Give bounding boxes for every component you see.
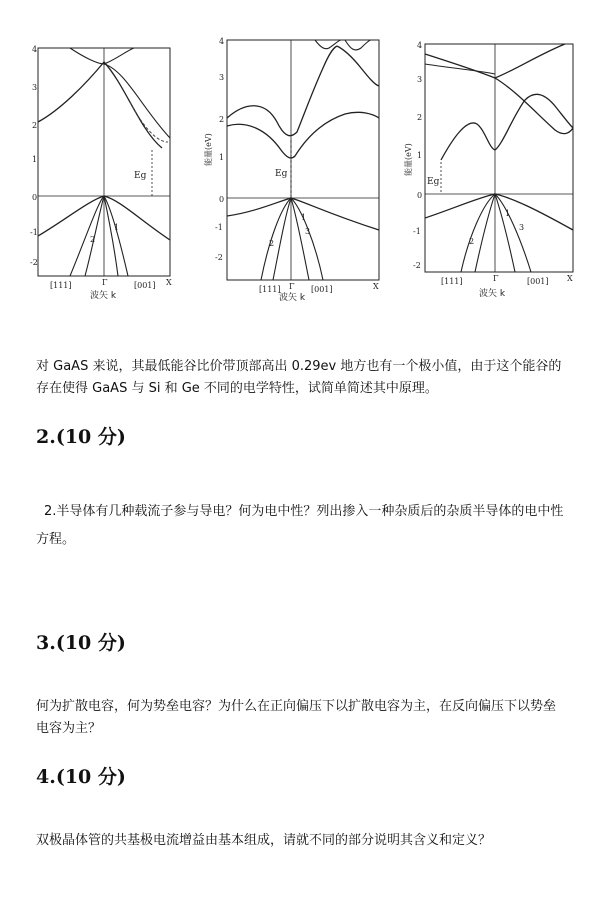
tick-0: 0 — [219, 195, 225, 204]
question-3-text: 何为扩散电容，何为势垒电容？为什么在正向偏压下以扩散电容为主，在反向偏压下以势垒电容为主？ — [36, 699, 557, 736]
axis-caption: 波矢 k — [479, 289, 506, 299]
eg-label: Eg — [275, 169, 288, 179]
axis-right-label: [001] — [527, 277, 549, 286]
eg-label: Eg — [134, 171, 147, 181]
tick-0: 0 — [417, 191, 423, 200]
axis-left-label: [111] — [441, 277, 463, 286]
tick-4: 4 — [219, 37, 225, 46]
conduction-band-curve — [227, 46, 337, 136]
band-diagram-si — [205, 30, 385, 302]
axis-left-label: [111] — [259, 285, 281, 294]
tick-0: 0 — [32, 193, 38, 202]
curve-label-3: 3 — [305, 227, 311, 236]
tick-3: 3 — [32, 83, 38, 92]
tick-2: 2 — [219, 115, 225, 124]
y-axis-label: 能量(eV) — [204, 133, 213, 166]
axis-end-label: X — [373, 282, 379, 291]
axis-right-label: [001] — [311, 285, 333, 294]
axis-left-label: [111] — [50, 281, 72, 290]
eg-label: Eg — [427, 177, 440, 187]
tick-2: 2 — [417, 113, 423, 122]
curve-label-1: 1 — [301, 213, 307, 222]
band-diagram-gaas — [405, 30, 580, 298]
tick-m2: -2 — [30, 258, 38, 267]
y-axis-label: 能量(eV) — [404, 143, 413, 176]
tick-4: 4 — [32, 45, 38, 54]
axis-end-label: X — [567, 274, 573, 283]
curve-label-1: 1 — [114, 223, 120, 232]
tick-3: 3 — [219, 73, 225, 82]
tick-2: 2 — [32, 121, 38, 130]
tick-3: 3 — [417, 75, 423, 84]
tick-m1: -1 — [30, 228, 38, 237]
axis-caption: 波矢 k — [279, 293, 306, 303]
question-2-heading: 2.(10 分) — [36, 426, 126, 448]
tick-m2: -2 — [413, 261, 421, 270]
question-4-heading: 4.(10 分) — [36, 766, 126, 788]
band-diagram-ge — [30, 30, 180, 300]
question-2-text: 2.半导体有几种载流子参与导电？何为电中性？列出掺入一种杂质后的杂质半导体的电中性方程。 — [36, 504, 564, 547]
curve-label-2: 2 — [269, 239, 275, 248]
curve-label-1: 1 — [505, 209, 511, 218]
axis-end-label: X — [166, 278, 172, 287]
question-1-text: 对 GaAS 来说，其最低能谷比价带顶部高出 0.29ev 地方也有一个极小值，由于这个能谷的存在使得 GaAS 与 Si 和 Ge 不同的电学特性，试简单简述其中原理。 — [36, 359, 562, 396]
curve-label-2: 2 — [90, 235, 96, 244]
tick-m2: -2 — [215, 253, 223, 262]
axis-center-label: Γ — [102, 278, 108, 287]
tick-1: 1 — [417, 151, 423, 160]
tick-1: 1 — [219, 153, 225, 162]
tick-1: 1 — [32, 155, 38, 164]
axis-center-label: Γ — [493, 274, 499, 283]
tick-m1: -1 — [215, 223, 223, 232]
tick-m1: -1 — [413, 227, 421, 236]
axis-right-label: [001] — [134, 281, 156, 290]
question-3-heading: 3.(10 分) — [36, 632, 126, 654]
curve-label-2: 2 — [469, 237, 475, 246]
tick-4: 4 — [417, 41, 423, 50]
curve-label-3: 3 — [519, 223, 525, 232]
question-4-text: 双极晶体管的共基极电流增益由基本组成，请就不同的部分说明其含义和定义？ — [36, 833, 492, 848]
axis-center-label: Γ — [289, 282, 295, 291]
axis-caption: 波矢 k — [90, 291, 117, 301]
